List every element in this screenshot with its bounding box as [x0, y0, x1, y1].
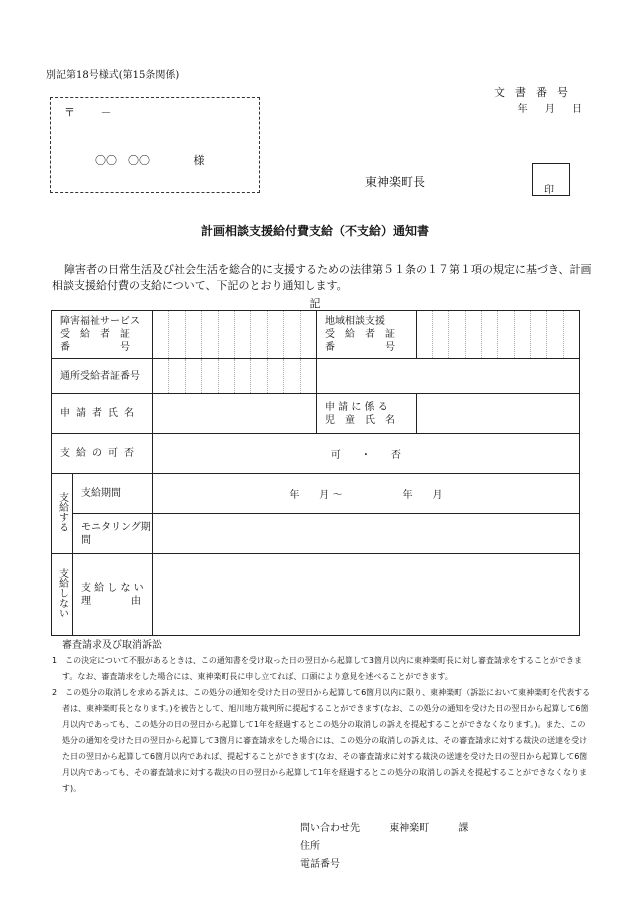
monitoring-period-label: モニタリング期間: [72, 514, 152, 554]
addressee-honorific: 様: [193, 154, 205, 167]
date-day: 日: [572, 104, 582, 115]
monitoring-period-field[interactable]: [152, 514, 579, 554]
decision-table: [51, 310, 580, 636]
form-number: 別記第18号様式(第15条関係): [46, 70, 180, 81]
contact-department: [300, 820, 468, 838]
pay-group-label: 支給する: [52, 474, 73, 554]
date-year: 年: [517, 104, 528, 115]
child-name-field[interactable]: [416, 394, 579, 434]
contact-block: [300, 820, 468, 874]
appeal-note: 2 この処分の取消しを求める訴えは、この処分の通知を受けた日の翌日から起算して6箇月以内に限り、東神楽町（訴訟において東神楽町を代表する者は、東神楽町長となります。)を被告として、旭川地方裁判所に提起することができます(なお、この処分の通知を受けた日の翌日から起算して6箇月以内であっても、この処分の日の翌日から起算して1年を経過するとこの処分の取消しの訴えを提起することができなくなります。)。また、この処分の通知を受けた日の翌日から起算して3箇月に審査請求をした場合には、この処分の取消しの訴えは、その審査請求に対する裁決の送達を受けた日の翌日から起算して6箇月以内であれば、提起することができます(なお、その審査請求に対する裁決の送達を受けた日の翌日から起算して6箇月以内であっても、その審査請求に対する裁決の日の翌日から起算して1年を経過するとこの処分の取消しの訴えを提起することができなくなります)。: [52, 688, 591, 793]
date-month: 月: [544, 104, 555, 115]
nopay-reason-label: [72, 554, 152, 636]
commute-cert-number-field[interactable]: [152, 359, 316, 394]
contact-town: 東神楽町: [389, 823, 430, 834]
child-name-label-line1: 申 請 に 係 る: [324, 401, 388, 413]
document-title: 計画相談支援給付費支給（不支給）通知書: [200, 224, 429, 238]
welfare-cert-label-line1: 障害福祉サービス: [60, 316, 140, 327]
nopay-reason-label-line2: 理 由: [80, 595, 141, 607]
regional-cert-label-line3: 番 号: [324, 342, 395, 353]
table-row: [52, 474, 580, 514]
blank-cell: [316, 359, 579, 394]
nopay-reason-label-line1: 支 給 し な い: [80, 582, 144, 594]
child-name-label-line2: 児 童 氏 名: [324, 414, 395, 426]
sender-name: 東神楽町長: [365, 175, 426, 189]
welfare-cert-label-line2: 受 給 者 証: [60, 329, 130, 340]
welfare-cert-label: [52, 311, 153, 359]
intro-text: 障害者の日常生活及び社会生活を総合的に支援するための法律第５１条の１７第１項の規定に基づき、計画相談支援給付費の支給について、下記のとおり通知します。: [52, 263, 592, 292]
postal-mark: 〒: [64, 106, 75, 119]
table-row: [52, 311, 580, 359]
appeal-heading: 審査請求及び取消訴訟: [62, 640, 162, 651]
document-number-label: 文書番号: [494, 86, 578, 99]
applicant-name-field[interactable]: [152, 394, 316, 434]
table-row: [52, 554, 580, 636]
welfare-cert-number-field[interactable]: [152, 311, 316, 359]
addressee-name: 〇〇 〇〇: [95, 154, 150, 167]
contact-label: 問い合わせ先: [300, 823, 360, 834]
addressee: [95, 152, 205, 168]
table-row: [52, 359, 580, 394]
commute-cert-label: 通所受給者証番号: [52, 359, 153, 394]
nopay-reason-field[interactable]: [152, 554, 579, 636]
child-name-label: [316, 394, 416, 434]
table-row: [52, 394, 580, 434]
contact-phone-label: 電話番号: [300, 859, 340, 870]
table-row: [52, 514, 580, 554]
issue-date: [504, 100, 582, 115]
regional-cert-label-line1: 地域相談支援: [324, 316, 385, 327]
ki-heading: 記: [309, 297, 321, 310]
period-label: 支給期間: [72, 474, 152, 514]
contact-section: 課: [458, 823, 469, 834]
decision-value[interactable]: 可 ・ 否: [152, 434, 579, 474]
period-value[interactable]: 年 月 ～ 年 月: [152, 474, 579, 514]
seal-label: 印: [544, 185, 554, 196]
appeal-note: 1 この決定について不服があるときは、この通知書を受け取った日の翌日から起算して3箇月以内に東神楽町長に対し審査請求をすることができます。なお、審査請求をした場合には、東神楽町長に申し立てれば、口頭により意見を述べることができます。: [52, 656, 583, 681]
regional-cert-label-line2: 受 給 者 証: [324, 329, 395, 340]
postal-code: [64, 104, 112, 120]
decision-label: 支給の可否: [52, 434, 153, 474]
contact-address-label: 住所: [300, 841, 320, 852]
appeal-notes: [52, 653, 592, 797]
regional-cert-number-field[interactable]: [416, 311, 579, 359]
welfare-cert-label-line3: 番 号: [60, 342, 130, 353]
regional-cert-label: [316, 311, 416, 359]
nopay-group-label: 支給しない: [52, 554, 73, 636]
applicant-name-label: 申請者氏名: [52, 394, 153, 434]
table-row: [52, 434, 580, 474]
postal-dash: －: [100, 106, 112, 119]
